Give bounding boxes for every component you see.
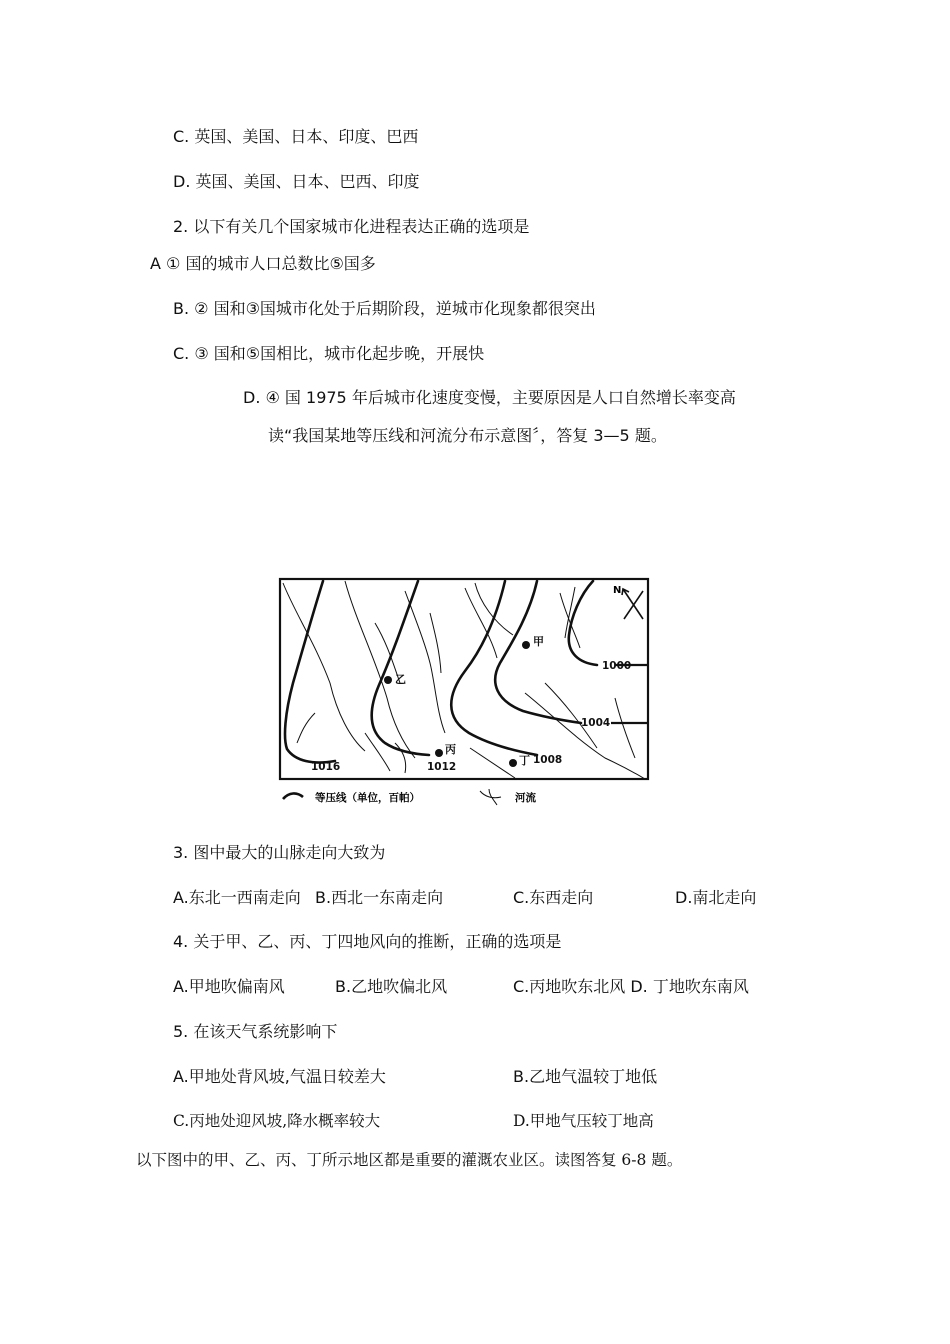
q3-stem: 3. 图中最大的山脉走向大致为 bbox=[173, 843, 386, 862]
q3-option-d: D.南北走向 bbox=[675, 888, 757, 907]
isobar-label-1008: 1008 bbox=[533, 754, 563, 766]
q2-option-a: A ① 国的城市人口总数比⑤国多 bbox=[150, 254, 376, 273]
q4-option-b: B.乙地吹偏北风 bbox=[335, 977, 448, 996]
q3-option-a: A.东北一西南走向 bbox=[173, 888, 301, 907]
q5-option-a: A.甲地处背风坡,气温日较差大 bbox=[173, 1067, 386, 1086]
q5-option-c: C.丙地处迎风坡,降水概率较大 bbox=[173, 1112, 381, 1130]
isobar-river-map bbox=[275, 573, 660, 808]
q2-stem: 2. 以下有关几个国家城市化进程表达正确的选项是 bbox=[173, 217, 530, 236]
svg-text:甲: 甲 bbox=[533, 635, 544, 648]
legend-isobar-label: 等压线（单位，百帕） bbox=[315, 792, 420, 804]
q3-option-c: C.东西走向 bbox=[513, 888, 594, 907]
legend-river-icon bbox=[480, 789, 501, 805]
q2-option-d: D. ④ 国 1975 年后城市化速度变慢，主要原因是人口自然增长率变高 bbox=[243, 388, 736, 407]
q2-option-c: C. ③ 国和⑤国相比，城市化起步晚，开展快 bbox=[173, 344, 485, 363]
q5-option-d: D.甲地气压较丁地高 bbox=[513, 1112, 654, 1130]
q4-option-a: A.甲地吹偏南风 bbox=[173, 977, 285, 996]
legend-isobar-icon bbox=[283, 793, 303, 799]
q5-option-b: B.乙地气温较丁地低 bbox=[513, 1067, 658, 1086]
isobar-label-1016: 1016 bbox=[311, 761, 341, 773]
intro-questions-3-5: 读“我国某地等压线和河流分布示意图〞，答复 3—5 题。 bbox=[268, 426, 667, 445]
q4-stem: 4. 关于甲、乙、丙、丁四地风向的推断，正确的选项是 bbox=[173, 932, 562, 951]
q1-option-d: D. 英国、美国、日本、巴西、印度 bbox=[173, 172, 420, 191]
isobar-label-1004: 1004 bbox=[581, 717, 611, 729]
legend-river-label: 河流 bbox=[515, 792, 536, 804]
q3-option-b: B.西北一东南走向 bbox=[315, 888, 444, 907]
q1-option-c: C. 英国、美国、日本、印度、巴西 bbox=[173, 127, 419, 146]
svg-text:丁: 丁 bbox=[519, 754, 530, 767]
north-label: N bbox=[613, 585, 622, 596]
q4-option-cd: C.丙地吹东北风 D. 丁地吹东南风 bbox=[513, 977, 749, 996]
intro-questions-6-8: 以下图中的甲、乙、丙、丁所示地区都是重要的灌溉农业区。读图答复 6-8 题。 bbox=[136, 1151, 683, 1169]
svg-text:乙: 乙 bbox=[395, 673, 406, 686]
isobar-label-1000: 1000 bbox=[602, 660, 632, 672]
svg-text:丙: 丙 bbox=[445, 743, 456, 756]
q5-stem: 5. 在该天气系统影响下 bbox=[173, 1022, 338, 1041]
isobar-label-1012: 1012 bbox=[427, 761, 457, 773]
q2-option-b: B. ② 国和③国城市化处于后期阶段，逆城市化现象都很突出 bbox=[173, 299, 596, 318]
